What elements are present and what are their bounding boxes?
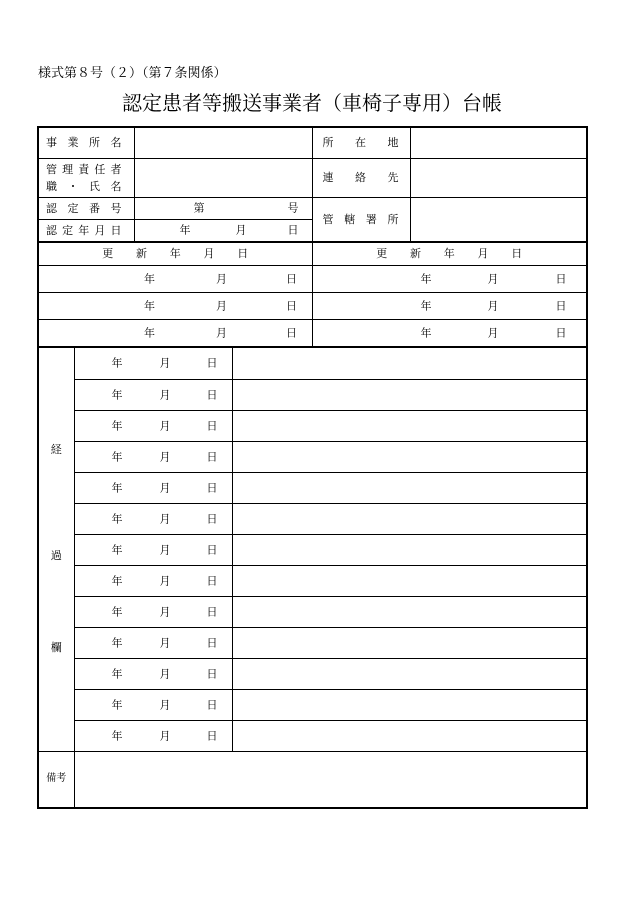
year-label: 年 [111, 698, 123, 712]
day-label: 日 [206, 388, 218, 402]
history-entry-cell [232, 565, 586, 596]
cert-number-prefix: 第 [193, 201, 205, 215]
history-entry-cell [232, 379, 586, 410]
history-entry-cell [232, 720, 586, 751]
office-name-value [134, 128, 312, 158]
year-label: 年 [420, 299, 432, 312]
info-row-cert-number [39, 197, 586, 219]
office-name-label-cell [39, 128, 134, 158]
cert-number-suffix: 号 [287, 201, 299, 215]
history-row [39, 565, 586, 596]
day-label: 日 [206, 543, 218, 557]
jurisdiction-label-cell [312, 197, 410, 241]
history-date-cell [74, 720, 232, 751]
year-label: 年 [111, 388, 123, 402]
history-section [39, 346, 586, 807]
year-label: 年 [144, 299, 155, 312]
renewal-row [39, 319, 586, 346]
day-label: 日 [206, 481, 218, 495]
cert-date-label: 認 定 年 月 日 [46, 223, 122, 237]
renewal-date-left [39, 265, 312, 292]
day-label: 日 [206, 729, 218, 743]
month-label: 月 [159, 419, 171, 433]
jurisdiction-value [410, 197, 586, 241]
day-label: 日 [286, 326, 297, 340]
month-label: 月 [159, 450, 171, 464]
day-label: 日 [206, 667, 218, 681]
history-row [39, 472, 586, 503]
history-label-char: 経 [50, 443, 62, 456]
history-entry-cell [232, 689, 586, 720]
contact-label: 連 絡 先 [322, 171, 399, 184]
history-date-cell [74, 348, 232, 379]
renewal-date-right [312, 319, 586, 346]
month-label: 月 [159, 605, 171, 619]
year-label: 年 [111, 667, 123, 681]
history-table [39, 348, 586, 807]
renewal-date-left [39, 292, 312, 319]
address-label-cell [312, 128, 410, 158]
history-row [39, 441, 586, 472]
history-row [39, 720, 586, 751]
info-table [39, 128, 586, 241]
renewal-table [39, 243, 586, 346]
manager-label-line1: 管 理 責 任 者 [46, 162, 122, 176]
manager-label-cell [39, 158, 134, 197]
day-label: 日 [206, 636, 218, 650]
remarks-value [74, 752, 586, 807]
renewal-header-row [39, 243, 586, 265]
renewal-date-right [312, 265, 586, 292]
renewal-header-left [39, 243, 312, 265]
day-label: 日 [555, 299, 567, 312]
cert-number-value [134, 197, 312, 219]
month-label: 月 [159, 388, 171, 402]
day-label: 日 [206, 512, 218, 526]
history-row [39, 503, 586, 534]
remarks-label: 備考 [39, 752, 74, 807]
month-label: 月 [487, 299, 499, 312]
month-label: 月 [216, 272, 227, 285]
history-date-cell [74, 689, 232, 720]
renewal-row [39, 265, 586, 292]
history-date-cell [74, 503, 232, 534]
history-date-cell [74, 379, 232, 410]
address-value [410, 128, 586, 158]
history-date-cell [74, 472, 232, 503]
year-label: 年 [111, 481, 123, 495]
month-label: 月 [159, 356, 171, 370]
day-label: 日 [206, 605, 218, 619]
month-label: 月 [159, 698, 171, 712]
day-label: 日 [286, 299, 297, 312]
history-date-cell [74, 534, 232, 565]
month-label: 月 [159, 729, 171, 743]
history-row [39, 658, 586, 689]
month-label: 月 [159, 481, 171, 495]
year-label: 年 [111, 356, 123, 370]
form-number: 様式第８号（２）（第７条関係） [38, 66, 227, 81]
history-row [39, 596, 586, 627]
month-label: 月 [159, 667, 171, 681]
month-label: 月 [487, 272, 499, 285]
cert-date-label-cell [39, 219, 134, 241]
year-label: 年 [144, 326, 155, 340]
history-entry-cell [232, 658, 586, 689]
history-label [39, 348, 74, 751]
renewal-header-right [312, 243, 586, 265]
year-label: 年 [111, 605, 123, 619]
year-label: 年 [179, 223, 191, 237]
history-entry-cell [232, 441, 586, 472]
month-label: 月 [159, 636, 171, 650]
address-label: 所 在 地 [322, 136, 399, 150]
day-label: 日 [286, 272, 297, 285]
history-entry-cell [232, 472, 586, 503]
renewal-row [39, 292, 586, 319]
cert-number-label: 認 定 番 号 [46, 201, 122, 215]
renewal-section [39, 241, 586, 346]
day-label: 日 [206, 450, 218, 464]
history-label-cell [39, 348, 74, 752]
month-label: 月 [487, 326, 499, 340]
info-row-manager [39, 158, 586, 197]
year-label: 年 [111, 543, 123, 557]
remarks-row [39, 752, 586, 807]
history-entry-cell [232, 627, 586, 658]
contact-label-cell [312, 158, 410, 197]
year-label: 年 [111, 574, 123, 588]
history-entry-cell [232, 348, 586, 379]
month-label: 月 [159, 543, 171, 557]
history-date-cell [74, 627, 232, 658]
history-date-cell [74, 658, 232, 689]
cert-number-label-cell [39, 197, 134, 219]
history-date-cell [74, 565, 232, 596]
year-label: 年 [111, 636, 123, 650]
year-label: 年 [111, 450, 123, 464]
form-title: 認定患者等搬送事業者（車椅子専用）台帳 [122, 91, 502, 115]
history-row [39, 627, 586, 658]
jurisdiction-label: 管 轄 署 所 [322, 212, 399, 226]
office-name-label: 事 業 所 名 [46, 136, 122, 150]
month-label: 月 [159, 512, 171, 526]
history-date-cell [74, 441, 232, 472]
history-row [39, 410, 586, 441]
renewal-date-left [39, 319, 312, 346]
history-row [39, 379, 586, 410]
day-label: 日 [555, 272, 567, 285]
manager-label-line2: 職 ・ 氏 名 [46, 179, 122, 193]
year-label: 年 [144, 272, 155, 285]
day-label: 日 [287, 223, 299, 237]
year-label: 年 [111, 419, 123, 433]
year-label: 年 [111, 512, 123, 526]
renewal-header-label: 更 新 年 月 日 [376, 247, 523, 261]
day-label: 日 [206, 698, 218, 712]
month-label: 月 [216, 326, 227, 340]
day-label: 日 [206, 574, 218, 588]
contact-value [410, 158, 586, 197]
day-label: 日 [206, 419, 218, 433]
ledger-frame [37, 126, 588, 809]
year-label: 年 [420, 326, 432, 340]
history-entry-cell [232, 534, 586, 565]
renewal-header-label: 更 新 年 月 日 [102, 247, 249, 261]
day-label: 日 [555, 326, 567, 340]
history-entry-cell [232, 596, 586, 627]
renewal-date-right [312, 292, 586, 319]
year-label: 年 [111, 729, 123, 743]
history-label-char: 欄 [50, 641, 62, 654]
day-label: 日 [206, 356, 218, 370]
history-date-cell [74, 410, 232, 441]
manager-value [134, 158, 312, 197]
history-row [39, 348, 586, 379]
history-date-cell [74, 596, 232, 627]
history-row [39, 534, 586, 565]
month-label: 月 [216, 299, 227, 312]
history-row [39, 689, 586, 720]
info-row-office [39, 128, 586, 158]
history-entry-cell [232, 410, 586, 441]
history-label-char: 過 [50, 549, 62, 562]
month-label: 月 [159, 574, 171, 588]
year-label: 年 [420, 272, 432, 285]
cert-date-value [134, 219, 312, 241]
month-label: 月 [235, 223, 247, 237]
history-entry-cell [232, 503, 586, 534]
